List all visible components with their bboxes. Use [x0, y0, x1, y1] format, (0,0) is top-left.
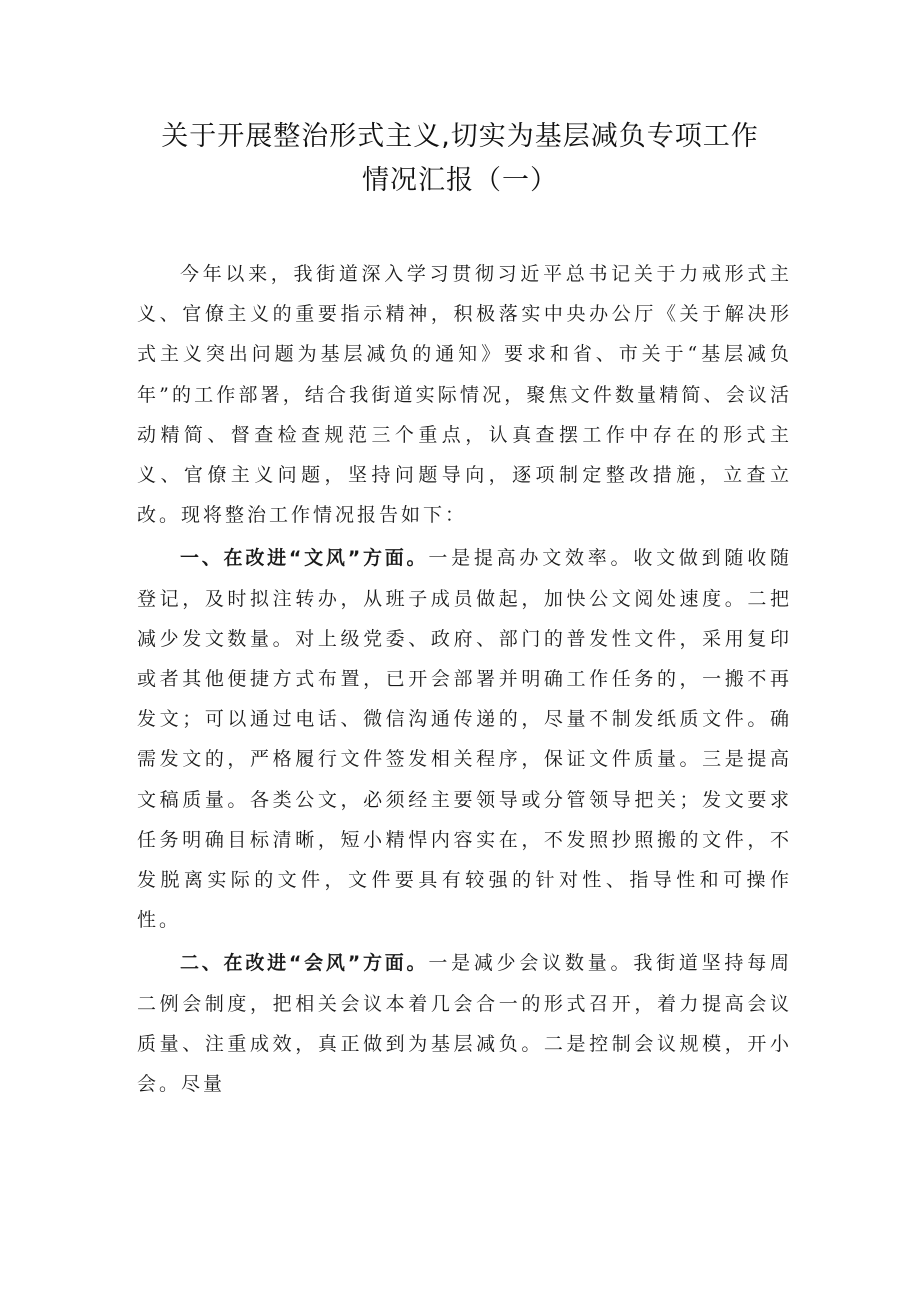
- document-body: [137, 254, 792, 1104]
- section-heading-meeting-style: 二、在改进“会风”方面。: [180, 952, 429, 975]
- document-title-line-1: 关于开展整治形式主义,切实为基层减负专项工作: [161, 121, 759, 152]
- paragraph-text: 一是减少会议数量。我街道坚持每周二例会制度，把相关会议本着几会合一的形式召开，着力提高会议质量、注重成效，真正做到为基层减负。二是控制会议规模，开小会。尽量: [137, 952, 792, 1096]
- document-title-line-2: 情况汇报（一）: [362, 165, 558, 196]
- paragraph-intro: [137, 254, 792, 535]
- paragraph-section-1: [137, 538, 792, 940]
- paragraph-section-2: [137, 943, 792, 1104]
- paragraph-text: 一是提高办文效率。收文做到随收随登记，及时拟注转办，从班子成员做起，加快公文阅处速度。二把减少发文数量。对上级党委、政府、部门的普发性文件，采用复印或者其他便捷方式布置，已开会部署并明确工作任务的，一搬不再发文；可以通过电话、微信沟通传递的，尽量不制发纸质文件。确需发文的，严格履行文件签发相关程序，保证文件质量。三是提高文稿质量。各类公文，必须经主要领导或分管领导把关；发文要求任务明确目标清晰，短小精悍内容实在，不发照抄照搬的文件，不发脱离实际的文件，文件要具有较强的针对性、指导性和可操作性。: [137, 547, 792, 932]
- section-heading-writing-style: 一、在改进“文风”方面。: [180, 547, 429, 570]
- paragraph-text: 今年以来，我街道深入学习贯彻习近平总书记关于力戒形式主义、官僚主义的重要指示精神，积极落实中央办公厅《关于解决形式主义突出问题为基层减负的通知》要求和省、市关于“基层减负年”的工作部署，结合我街道实际情况，聚焦文件数量精简、会议活动精简、督查检查规范三个重点，认真查摆工作中存在的形式主义、官僚主义问题，坚持问题导向，逐项制定整改措施，立查立改。现将整治工作情况报告如下：: [137, 263, 792, 527]
